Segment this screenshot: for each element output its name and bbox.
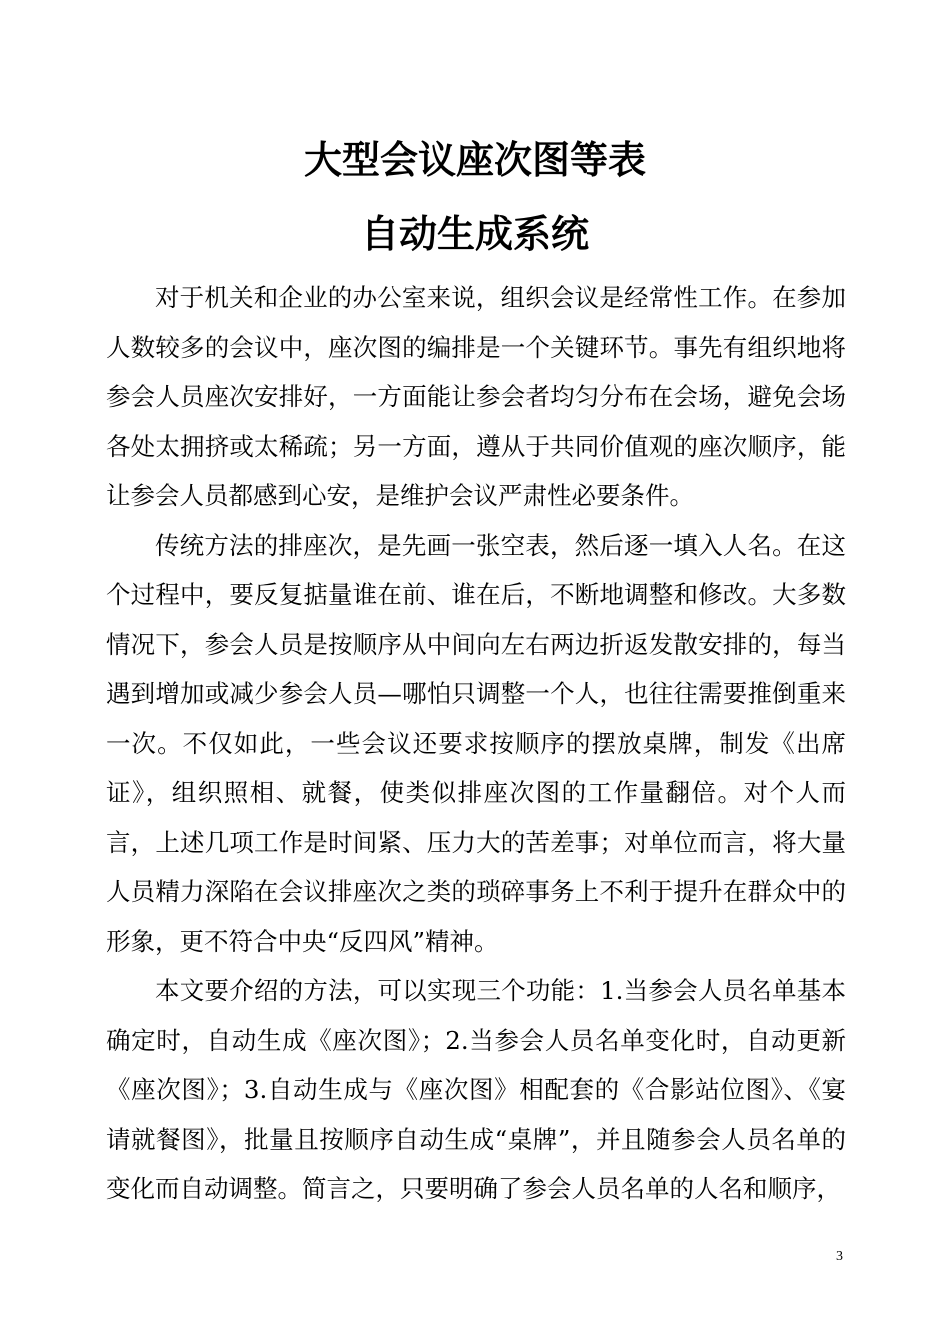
paragraph-traditional-method: 传统方法的排座次，是先画一张空表，然后逐一填入人名。在这个过程中，要反复掂量谁在前、谁在后，不断地调整和修改。大多数情况下，参会人员是按顺序从中间向左右两边折返发散安排的，每当遇到增加或减少参会人员—哪怕只调整一个人，也往往需要推倒重来一次。不仅如此，一些会议还要求按顺序的摆放桌牌，制发《出席证》，组织照相、就餐，使类似排座次图的工作量翻倍。对个人而言，上述几项工作是时间紧、压力大的苦差事；对单位而言，将大量人员精力深陷在会议排座次之类的琐碎事务上不利于提升在群众中的形象，更不符合中央“反四风”精神。 (106, 530, 846, 956)
page-number: 3 (836, 1249, 843, 1264)
document-title-line-1: 大型会议座次图等表 (303, 138, 646, 182)
document-title-line-2: 自动生成系统 (360, 212, 589, 256)
document-body (106, 273, 846, 1214)
paragraph-functions: 本文要介绍的方法，可以实现三个功能：1.当参会人员名单基本确定时，自动生成《座次图》；2.当参会人员名单变化时，自动更新《座次图》；3.自动生成与《座次图》相配套的《合影站位图》、《宴请就餐图》，批量且按顺序自动生成“桌牌”，并且随参会人员名单的变化而自动调整。简言之，只要明确了参会人员名单的人名和顺序， (106, 976, 846, 1203)
paragraph-intro: 对于机关和企业的办公室来说，组织会议是经常性工作。在参加人数较多的会议中，座次图的编排是一个关键环节。事先有组织地将参会人员座次安排好，一方面能让参会者均匀分布在会场，避免会场各处太拥挤或太稀疏；另一方面，遵从于共同价值观的座次顺序，能让参会人员都感到心安，是维护会议严肃性必要条件。 (106, 283, 846, 510)
